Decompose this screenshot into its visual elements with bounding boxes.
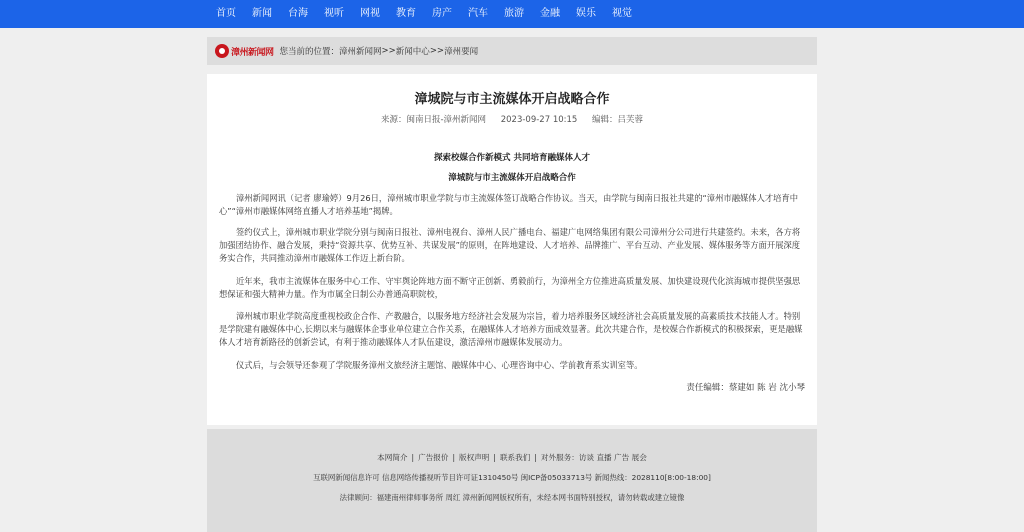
breadcrumb-link-home[interactable]: 漳州新闻网	[339, 47, 382, 57]
article-paragraph-3: 近年来，我市主流媒体在服务中心工作、守牢舆论阵地方面不断守正创新、勇毅前行，为漳州全方位推进高质量发展、加快建设现代化滨海城市提供坚强思想保证和强大精神力量。作为市属全日制公办普通高职院校，	[219, 276, 801, 299]
breadcrumb-separator: >>	[429, 46, 445, 56]
footer-link-separator: |	[493, 453, 496, 462]
nav-item-home[interactable]: 首页	[216, 8, 236, 19]
article-paragraph-5: 仪式后，与会领导还参观了学院服务漳州文旅经济主题馆、融媒体中心、心理咨询中心、学前教育系实训室等。	[236, 360, 643, 370]
responsible-editor: 责任编辑：蔡建如 陈 岩 沈小琴	[686, 383, 805, 393]
nav-item-visual[interactable]: 视觉	[612, 8, 632, 19]
breadcrumb-bar	[207, 37, 817, 65]
breadcrumb-link-news-center[interactable]: 新闻中心	[395, 47, 430, 57]
article-paragraph-4: 漳州城市职业学院高度重视校政企合作、产教融合，以服务地方经济社会发展为宗旨，着力培养服务区域经济社会高质量发展的高素质技术技能人才。特别是学院建有融媒体中心,长期以来与融媒体企事业单位建立合作关系，在融媒体人才培养方面成效显著。此次共建合作，是校媒合作新模式的积极探索，更是融媒体人才培育新路径的创新尝试，有利于推动融媒体人才队伍建设，激活漳州市融媒体发展动力。	[219, 311, 803, 347]
article-source: 来源：闽南日报-漳州新闻网	[380, 115, 487, 125]
top-nav-list	[0, 0, 1024, 28]
footer-link-separator: |	[452, 453, 456, 462]
footer-links	[207, 452, 817, 463]
footer-license: 互联网新闻信息许可 信息网络传播视听节目许可证1310450号 闽ICP备05033713号 新闻热线：2028110[8:00-18:00]	[313, 473, 711, 482]
footer-legal: 法律顾问：福建南州律师事务所 周红 漳州新闻网版权所有，未经本网书面特别授权，请勿转载或建立镜像	[339, 493, 685, 502]
article-title: 漳城院与市主流媒体开启战略合作	[414, 92, 610, 107]
footer	[207, 429, 817, 532]
footer-link-contact[interactable]: 联系我们	[499, 453, 531, 462]
nav-item-entertainment[interactable]: 娱乐	[576, 8, 596, 19]
article-subhead-1: 探索校媒合作新模式 共同培育融媒体人才	[434, 153, 590, 163]
breadcrumb-separator: >>	[381, 46, 396, 56]
footer-link-separator: |	[534, 453, 537, 462]
breadcrumb-label: 您当前的位置：	[279, 47, 340, 57]
article-meta	[207, 113, 817, 125]
breadcrumb-link-local-news[interactable]: 漳州要闻	[444, 47, 479, 57]
nav-item-real-estate[interactable]: 房产	[432, 8, 452, 19]
article-paragraph-2: 签约仪式上，漳州城市职业学院分别与闽南日报社、漳州电视台、漳州人民广播电台、福建广电网络集团有限公司漳州分公司进行共建签约。未来，各方将加强团结协作、融合发展，秉持“资源共享、优势互补、共谋发展”的原则，在阵地建设、人才培养、品牌推广、平台互动、产业发展、媒体服务等方面开展深度务实合作，共同推动漳州市融媒体工作迈上新台阶。	[219, 227, 801, 263]
footer-link-ad-rates[interactable]: 广告报价	[418, 453, 449, 462]
nav-item-auto[interactable]: 汽车	[468, 8, 488, 19]
logo-icon	[215, 44, 229, 58]
footer-link-services[interactable]: 对外服务：访谈 直播 广告 展会	[540, 453, 647, 462]
nav-item-news[interactable]: 新闻	[252, 8, 272, 19]
site-logo[interactable]	[215, 41, 274, 61]
nav-item-audio-video[interactable]: 视听	[324, 8, 344, 19]
article-date: 2023-09-27 10:15	[500, 115, 578, 125]
nav-item-travel[interactable]: 旅游	[504, 8, 524, 19]
footer-link-separator: |	[411, 453, 415, 462]
article-container	[207, 74, 817, 425]
footer-link-copyright[interactable]: 版权声明	[459, 453, 490, 462]
article-subhead-2: 漳城院与市主流媒体开启战略合作	[448, 173, 576, 183]
article-author: 编辑：吕芙蓉	[592, 115, 644, 125]
nav-item-education[interactable]: 教育	[396, 8, 416, 19]
footer-link-about[interactable]: 本网简介	[377, 453, 408, 462]
article-paragraph-1: 漳州新闻网讯（记者 廖瑜婷）9月26日，漳州城市职业学院与市主流媒体签订战略合作协议。当天，由学院与闽南日报社共建的“漳州市融媒体人才培育中心”“漳州市融媒体网络直播人才培养基地”揭牌。	[219, 193, 799, 216]
top-nav-bar	[0, 0, 1024, 28]
nav-item-web-tv[interactable]: 网视	[360, 8, 380, 19]
nav-item-taihai[interactable]: 台海	[288, 8, 308, 19]
logo-text: 漳州新闻网	[231, 47, 274, 58]
nav-item-finance[interactable]: 金融	[540, 8, 560, 19]
